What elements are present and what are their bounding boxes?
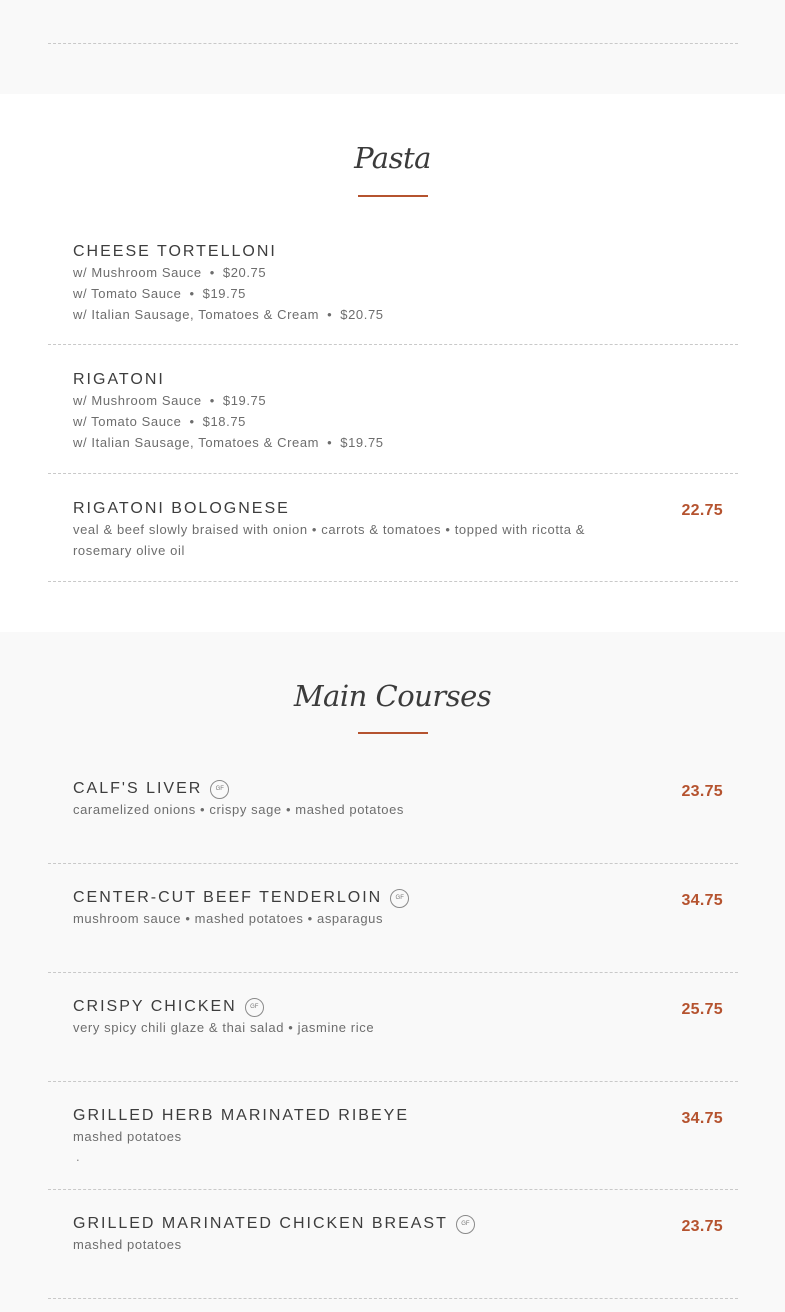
option-price: $20.75	[340, 307, 384, 322]
item-description: very spicy chili glaze & thai salad • jasmine rice	[73, 1020, 375, 1035]
section-title-main-courses: Main Courses	[293, 679, 492, 713]
item-description: veal & beef slowly braised with onion • carrots & tomatoes • topped with ricotta & rosemary olive oil	[73, 522, 586, 558]
item-description: mushroom sauce • mashed potatoes • asparagus	[73, 911, 384, 926]
item-name-row	[73, 779, 723, 799]
item-name: CALF'S LIVER	[73, 780, 203, 797]
divider	[48, 581, 738, 582]
menu-item-rigatoni	[73, 370, 723, 453]
item-option	[73, 432, 723, 453]
item-price: 22.75	[681, 502, 723, 519]
item-name: CENTER-CUT BEEF TENDERLOIN	[73, 889, 383, 906]
divider	[48, 473, 738, 474]
divider	[48, 1189, 738, 1190]
menu-item-crispy-chicken	[73, 997, 723, 1038]
item-option	[73, 304, 723, 325]
stray-mark: .	[76, 1149, 80, 1164]
option-label: w/ Italian Sausage, Tomatoes & Cream	[73, 307, 320, 322]
item-name-row	[73, 888, 723, 908]
item-name: RIGATONI	[73, 371, 165, 388]
option-label: w/ Italian Sausage, Tomatoes & Cream	[73, 435, 320, 450]
option-label: w/ Tomato Sauce	[73, 286, 182, 301]
separator: •	[327, 307, 333, 322]
title-underline	[358, 732, 428, 734]
gluten-free-icon: GF	[390, 889, 409, 908]
item-name: CRISPY CHICKEN	[73, 998, 237, 1015]
gluten-free-icon: GF	[210, 780, 229, 799]
item-price: 34.75	[681, 1110, 723, 1127]
option-label: w/ Mushroom Sauce	[73, 393, 202, 408]
option-price: $19.75	[202, 286, 247, 301]
item-name: GRILLED MARINATED CHICKEN BREAST	[73, 1215, 448, 1232]
item-option	[73, 411, 723, 432]
separator: •	[209, 393, 215, 408]
menu-item-rigatoni-bolognese	[73, 499, 723, 561]
separator: •	[189, 414, 195, 429]
item-name-row	[73, 1214, 723, 1234]
title-underline	[358, 195, 428, 197]
divider	[48, 43, 738, 44]
item-option	[73, 262, 723, 283]
gluten-free-icon: GF	[456, 1215, 475, 1234]
option-price: $20.75	[222, 265, 267, 280]
divider	[48, 972, 738, 973]
menu-item-calfs-liver	[73, 779, 723, 820]
previous-section-band	[0, 0, 785, 94]
item-description: mashed potatoes	[73, 1237, 182, 1252]
section-title-pasta: Pasta	[354, 141, 431, 175]
menu-item-grilled-herb-marinated-ribeye	[73, 1106, 723, 1167]
menu-item-center-cut-beef-tenderloin	[73, 888, 723, 929]
gluten-free-icon: GF	[245, 998, 264, 1017]
item-description: caramelized onions • crispy sage • mashed potatoes	[73, 802, 405, 817]
item-option	[73, 390, 723, 411]
item-description: mashed potatoes	[73, 1129, 182, 1144]
item-price: 23.75	[681, 1218, 723, 1235]
option-price: $19.75	[222, 393, 267, 408]
item-price: 34.75	[681, 892, 723, 909]
menu-item-cheese-tortelloni	[73, 242, 723, 325]
item-option	[73, 283, 723, 304]
divider	[48, 1298, 738, 1299]
separator: •	[189, 286, 195, 301]
separator: •	[327, 435, 333, 450]
item-name: GRILLED HERB MARINATED RIBEYE	[73, 1107, 409, 1124]
divider	[48, 863, 738, 864]
option-price: $19.75	[340, 435, 384, 450]
option-price: $18.75	[202, 414, 247, 429]
option-label: w/ Tomato Sauce	[73, 414, 182, 429]
item-name: RIGATONI BOLOGNESE	[73, 500, 290, 517]
item-price: 23.75	[681, 783, 723, 800]
divider	[48, 344, 738, 345]
menu-item-grilled-marinated-chicken-breast	[73, 1214, 723, 1255]
item-name-row	[73, 997, 723, 1017]
separator: •	[209, 265, 215, 280]
item-price: 25.75	[681, 1001, 723, 1018]
option-label: w/ Mushroom Sauce	[73, 265, 202, 280]
divider	[48, 1081, 738, 1082]
item-name: CHEESE TORTELLONI	[73, 243, 277, 260]
